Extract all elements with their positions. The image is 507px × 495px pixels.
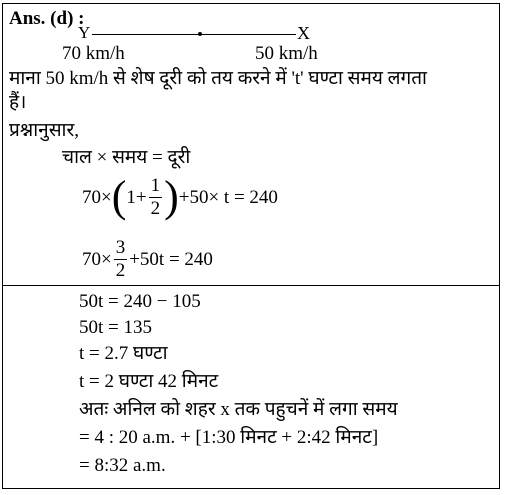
equation-2 xyxy=(82,237,213,281)
according-to-question: प्रश्नानुसार, xyxy=(9,120,79,141)
step-line-5: अतः अनिल को शहर x तक पहुचनें में लगा समय xyxy=(79,399,398,420)
point-x-label: X xyxy=(297,23,310,43)
eq1-lead: 70× xyxy=(82,186,112,208)
step-line-6: = 4 : 20 a.m. + [1:30 मिनट + 2:42 मिनट] xyxy=(79,427,379,448)
equation-1 xyxy=(82,172,278,222)
eq1-open-paren: ( xyxy=(111,172,127,221)
step-line-1: 50t = 240 − 105 xyxy=(79,291,201,312)
eq2-denominator: 2 xyxy=(115,259,126,281)
statement-line-1: माना 50 km/h से शेष दूरी को तय करने में 't' घण्टा समय लगता xyxy=(9,68,427,89)
point-y-label: Y xyxy=(78,23,91,42)
step-line-2: 50t = 135 xyxy=(79,317,152,338)
eq1-numerator: 1 xyxy=(150,174,161,196)
section-divider xyxy=(2,285,500,286)
midpoint-marker xyxy=(198,32,202,36)
distance-line xyxy=(92,34,296,35)
speed-time-distance-formula: चाल × समय = दूरी xyxy=(62,147,191,168)
eq1-one-plus: 1+ xyxy=(126,186,147,208)
eq1-denominator: 2 xyxy=(150,197,161,219)
eq1-fraction xyxy=(149,175,163,220)
eq1-close-paren: ) xyxy=(164,172,179,221)
eq1-tail: +50× t = 240 xyxy=(178,186,278,208)
step-line-7: = 8:32 a.m. xyxy=(79,455,166,476)
eq2-tail: +50t = 240 xyxy=(129,248,213,270)
eq2-lead: 70× xyxy=(82,248,112,270)
eq2-numerator: 3 xyxy=(115,236,126,258)
step-line-3: t = 2.7 घण्टा xyxy=(79,343,168,364)
speed-right-label: 50 km/h xyxy=(255,43,318,64)
answer-label: Ans. (d) : xyxy=(9,8,85,29)
speed-left-label: 70 km/h xyxy=(62,43,125,64)
step-line-4: t = 2 घण्टा 42 मिनट xyxy=(79,371,219,392)
eq2-fraction xyxy=(114,237,128,282)
statement-line-2: हैं। xyxy=(9,92,27,113)
